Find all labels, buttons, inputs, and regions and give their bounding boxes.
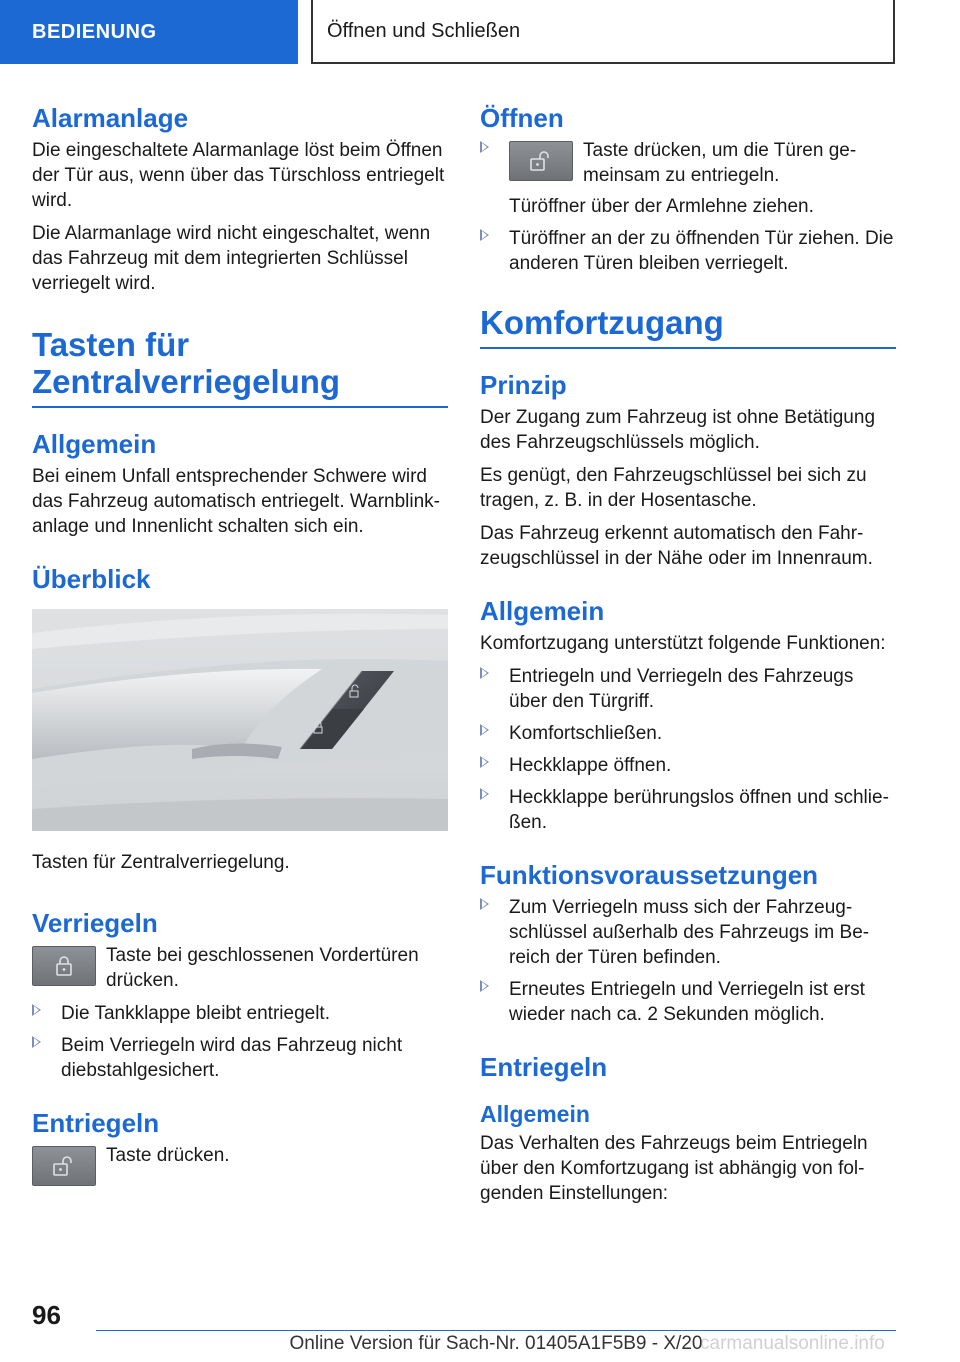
photo-caption: Tasten für Zentralverriegelung. [32,852,290,873]
list-item: Komfortschließen. [480,721,896,746]
triangle-bullet-icon [480,141,489,153]
heading-oeffnen: Öffnen [480,103,564,133]
list-item: Zum Verriegeln muss sich der Fahrzeugschlüssel außerhalb des Fahrzeugs im Bereich der Türen befinden. [480,895,896,970]
heading-tasten-line2: Zentralverriegelung [32,363,341,400]
heading-alarmanlage: Alarmanlage [32,103,189,133]
right-column [480,100,896,1214]
page-number: 96 [32,1300,61,1330]
heading-funktionsvoraussetzungen: Funktionsvoraussetzungen [480,860,819,890]
triangle-bullet-icon [480,724,489,736]
heading-entriegeln-left: Entriegeln [32,1108,160,1138]
alarm-paragraph-2: Die Alarmanlage wird nicht eingeschaltet, wenn das Fahrzeug mit dem integrierten Schlüssel verriegelt wird. [32,223,431,294]
triangle-bullet-icon [32,1004,41,1016]
list-item: Die Tankklappe bleibt entriegelt. [32,1001,448,1026]
heading-ueberblick: Überblick [32,564,151,594]
oeffnen-bullet1-sub: Türöffner über der Armlehne ziehen. [509,196,814,217]
list-item: Erneutes Entriegeln und Verriegeln ist erst wieder nach ca. 2 Sekunden möglich. [480,977,896,1027]
heading-allgemein-sub: Allgemein [480,1101,590,1127]
entriegeln-text: Taste drücken. [106,1145,230,1166]
prinzip-paragraph-3: Das Fahrzeug erkennt automatisch den Fahrzeugschlüssel in der Nähe oder im Innenraum. [480,523,873,569]
verriegeln-text: Taste bei geschlossenen Vordertüren drücken. [106,945,419,991]
triangle-bullet-icon [480,756,489,768]
prinzip-paragraph-2: Es genügt, den Fahrzeugschlüssel bei sich zu tragen, z. B. in der Hosentasche. [480,465,867,511]
heading-entriegeln-right: Entriegeln [480,1052,608,1082]
heading-tasten-line1: Tasten für [32,326,190,363]
triangle-bullet-icon [480,980,489,992]
lock-open-icon [509,141,573,181]
verriegeln-row [32,943,448,993]
entriegeln-row [32,1143,448,1186]
lock-closed-icon [32,946,96,986]
allgemein-right-paragraph: Komfortzugang unterstützt folgende Funktionen: [480,633,886,654]
header-chapter-label: Öffnen und Schließen [327,19,521,42]
list-item: Heckklappe öffnen. [480,753,896,778]
triangle-bullet-icon [32,1036,41,1048]
funktion-bullets [480,895,896,1027]
verriegeln-bullets [32,1001,448,1083]
heading-tasten [32,326,448,408]
oeffnen-bullets [480,138,896,276]
list-item: Entriegeln und Verriegeln des Fahrzeugs über den Türgriff. [480,664,896,714]
header-section-label: BEDIENUNG [32,20,157,43]
door-handle-photo [32,609,448,831]
list-item [480,138,896,219]
allgemein-left-paragraph: Bei einem Unfall entsprechender Schwere wird das Fahrzeug automatisch entriegelt. Warnblinkanlage und Innenlicht schalten sich ein. [32,466,440,537]
footer-divider [96,1330,896,1331]
header-section [0,0,298,64]
lock-open-icon [32,1146,96,1186]
list-item: Beim Verriegeln wird das Fahrzeug nicht diebstahlgesichert. [32,1033,448,1083]
triangle-bullet-icon [480,667,489,679]
oeffnen-icon-row [509,138,896,188]
prinzip-paragraph-1: Der Zugang zum Fahrzeug ist ohne Betätigung des Fahrzeugschlüssels möglich. [480,407,876,453]
oeffnen-bullet1-text: Taste drücken, um die Türen gemeinsam zu entriegeln. [583,140,857,186]
heading-allgemein-right: Allgemein [480,596,605,626]
heading-allgemein-left: Allgemein [32,429,157,459]
heading-verriegeln: Verriegeln [32,908,158,938]
heading-komfortzugang: Komfortzugang [480,304,896,349]
triangle-bullet-icon [480,788,489,800]
triangle-bullet-icon [480,229,489,241]
allgemein-right-bullets [480,664,896,835]
left-column [32,100,448,1194]
footer-online-version: Online Version für Sach-Nr. 01405A1F5B9 - X/20 [289,1333,703,1354]
triangle-bullet-icon [480,898,489,910]
entriegeln-right-paragraph: Das Verhalten des Fahrzeugs beim Entriegeln über den Komfortzugang ist abhängig von folgenden Einstellungen: [480,1133,868,1204]
alarm-paragraph-1: Die eingeschaltete Alarmanlage löst beim Öffnen der Tür aus, wenn über das Türschloss entriegelt wird. [32,140,445,211]
watermark: carmanualsonline.info [700,1333,885,1354]
header-chapter [311,0,895,64]
list-item: Heckklappe berührungslos öffnen und schließen. [480,785,896,835]
list-item: Türöffner an der zu öffnenden Tür ziehen. Die anderen Türen bleiben verriegelt. [480,226,896,276]
heading-prinzip: Prinzip [480,370,567,400]
